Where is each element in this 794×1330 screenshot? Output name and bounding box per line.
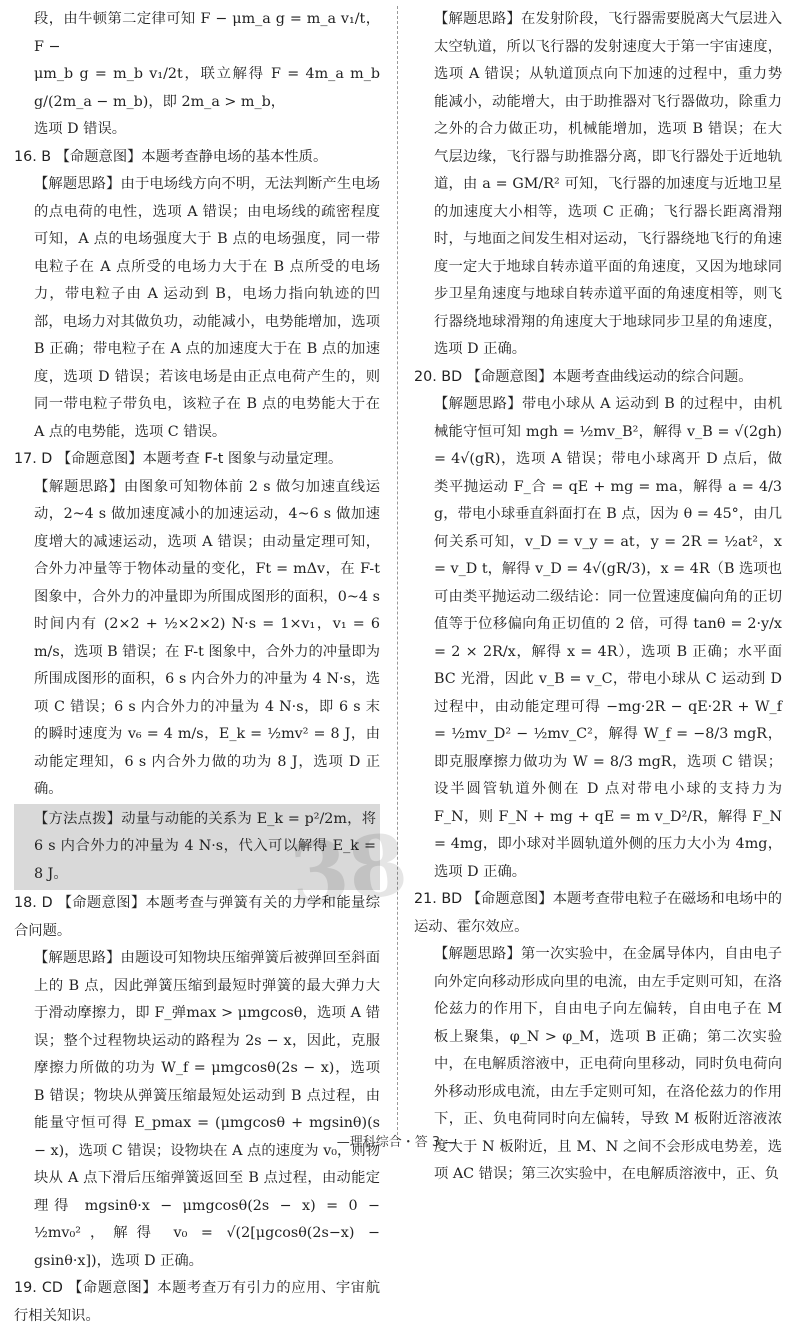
- right-column: [414, 6, 782, 1189]
- question-heading: 17. D 【命题意图】本题考查 F-t 图象与动量定理。: [14, 451, 343, 467]
- question-heading: 21. BD 【命题意图】本题考查带电粒子在磁场和电场中的运动、霍尔效应。: [414, 891, 782, 935]
- paragraph: 段，由牛顿第二定律可知 F − μm_a g = m_a v₁/t，F −: [34, 11, 380, 55]
- watermark: 38: [285, 814, 412, 925]
- paragraph: 【解题思路】由题设可知物块压缩弹簧后被弹回至斜面上的 B 点，因此弹簧压缩到最短时弹簧的最大弹力大于滑动摩擦力，即 F_弹max > μmgcosθ，选项 A 错误；整个过程物块运动的路程为 2s − x，因此，克服摩擦力所做的功为 W_f = μmgcosθ(2s − x)，选项 B 错误；物块从弹簧压缩最短处运动到 B 点过程，由能量守恒可得 E_pmax = (μmgcosθ + mgsinθ)(s − x)，选项 C 错误；设物块在 A 点的速度为 v₀，则物块从 A 点下滑后压缩弹簧返回至 B 点过程，由动能定理得 mgsinθ·x − μmgcosθ(2s − x) = 0 − ½mv₀²，解得 v₀ = √(2[μgcosθ(2s−x) − gsinθ·x])，选项 D 正确。: [34, 950, 380, 1269]
- paragraph: 【解题思路】由于电场线方向不明，无法判断产生电场的点电荷的电性，选项 A 错误；由电场线的疏密程度可知，A 点的电场强度大于 B 点的电场强度，同一带电粒子在 A 点所受的电场力大于在 B 点所受的电场力，带电粒子由 A 运动到 B，电场力指向轨迹的凹部，电场力对其做负功，动能减小，电势能增加，选项 B 正确；带电粒子在 A 点的加速度大于在 B 点的加速度，选项 D 错误；若该电场是由正点电荷产生的，则同一带电粒子带负电，该粒子在 B 点的电势能大于在 A 点的电势能，选项 C 错误。: [34, 176, 380, 440]
- method-tip-box: 【方法点拨】动量与动能的关系为 E_k = p²/2m，将 6 s 内合外力的冲量为 4 N·s，代入可以解得 E_k = 8 J。: [14, 804, 380, 891]
- question-heading: 16. B 【命题意图】本题考查静电场的基本性质。: [14, 148, 328, 165]
- paragraph: 选项 D 错误。: [34, 121, 127, 137]
- paragraph: 【解题思路】带电小球从 A 运动到 B 的过程中，由机械能守恒可知 mgh = ½mv_B²，解得 v_B = √(2gh) = 4√(gR)，选项 A 错误；带电小球离开 D 点后，做类平抛运动 F_合 = qE + mg = ma，解得 a = 4/3 g，带电小球垂直斜面打在 B 点，因为 θ = 45°，由几何关系可知，v_D = v_y = at，y = 2R = ½at²，x = v_D t，解得 v_D = 4√(gR/3)，x = 4R（B 选项也可由类平抛运动二级结论：同一位置速度偏向角的正切值等于位移偏向角正切值的 2 倍，可得 tanθ = 2·y/x = 2 × 2R/x，解得 x = 4R），选项 B 正确；水平面 BC 光滑，因此 v_B = v_C，带电小球从 C 运动到 D 过程中，由动能定理可得 −mg·2R − qE·2R + W_f = ½mv_D² − ½mv_C²，解得 W_f = −8/3 mgR，即克服摩擦力做功为 W = 8/3 mgR，选项 C 错误；设半圆管轨道外侧在 D 点对带电小球的支持力为 F_N，则 F_N + mg + qE = m v_D²/R，解得 F_N = 4mg，即小球对半圆轨道外侧的压力大小为 4mg，选项 D 正确。: [434, 396, 782, 880]
- paragraph: 【解题思路】由图象可知物体前 2 s 做匀加速直线运动，2~4 s 做加速度减小的加速运动，4~6 s 做加速度增大的减速运动，选项 A 错误；由动量定理可知，合外力冲量等于物体动量的变化，Ft = mΔv，在 F-t 图象中，合外力的冲量即为所围成图形的面积，0~4 s 时间内有 (2×2 + ½×2×2) N·s = 1×v₁，v₁ = 6 m/s，选项 B 错误；在 F-t 图象中，合外力的冲量即为所围成图形的面积，6 s 内合外力的冲量为 4 N·s，选项 C 错误；6 s 内合外力的冲量为 4 N·s，即 6 s 末的瞬时速度为 v₆ = 4 m/s，E_k = ½mv² = 8 J，由动能定理知，6 s 内合外力做的功为 8 J，选项 D 正确。: [34, 478, 380, 797]
- paragraph: 【解题思路】在发射阶段，飞行器需要脱离大气层进入太空轨道，所以飞行器的发射速度大于第一宇宙速度，选项 A 错误；从轨道顶点向下加速的过程中，重力势能减小，动能增大，由于助推器对飞行器做功，除重力之外的合力做正功，机械能增加，选项 B 错误；在大气层边缘，飞行器与助推器分离，即飞行器处于近地轨道，由 a = GM/R² 可知，飞行器的加速度与近地卫星的加速度大小相等，选项 C 正确；飞行器长距离滑翔时，与地面之间发生相对运动，飞行器绕地飞行的角速度一定大于地球自转赤道平面的角速度，又因为地球同步卫星角速度与地球自转赤道平面的角速度相等，则飞行器绕地球滑翔的角速度大于地球同步卫星的角速度，选项 D 正确。: [434, 11, 782, 357]
- question-heading: 20. BD 【命题意图】本题考查曲线运动的综合问题。: [414, 368, 753, 385]
- page-footer: —理科综合・答 3 —: [336, 1135, 458, 1150]
- question-heading: 19. CD 【命题意图】本题考查万有引力的应用、宇宙航行相关知识。: [14, 1280, 380, 1324]
- question-heading: 18. D 【命题意图】本题考查与弹簧有关的力学和能量综合问题。: [14, 895, 380, 939]
- column-divider: [397, 6, 398, 1140]
- paragraph: 【解题思路】第一次实验中，在金属导体内，自由电子向外定向移动形成向里的电流，由左手定则可知，在洛伦兹力的作用下，自由电子向左偏转，自由电子在 M 板上聚集，φ_N > φ_M，选项 B 正确；第二次实验中，在电解质溶液中，正电荷向里移动，同时负电荷向外移动形成电流，由左手定则可知，在洛伦兹力的作用下，正、负电荷同时向左偏转，导致 M 板附近溶液浓度大于 N 板附近，且 M、N 之间不会形成电势差，选项 AC 错误；第三次实验中，在电解质溶液中，正、负: [434, 946, 782, 1182]
- paragraph: μm_b g = m_b v₁/2t，联立解得 F = 4m_a m_b g/(2m_a − m_b)，即 2m_a > m_b，: [34, 66, 380, 110]
